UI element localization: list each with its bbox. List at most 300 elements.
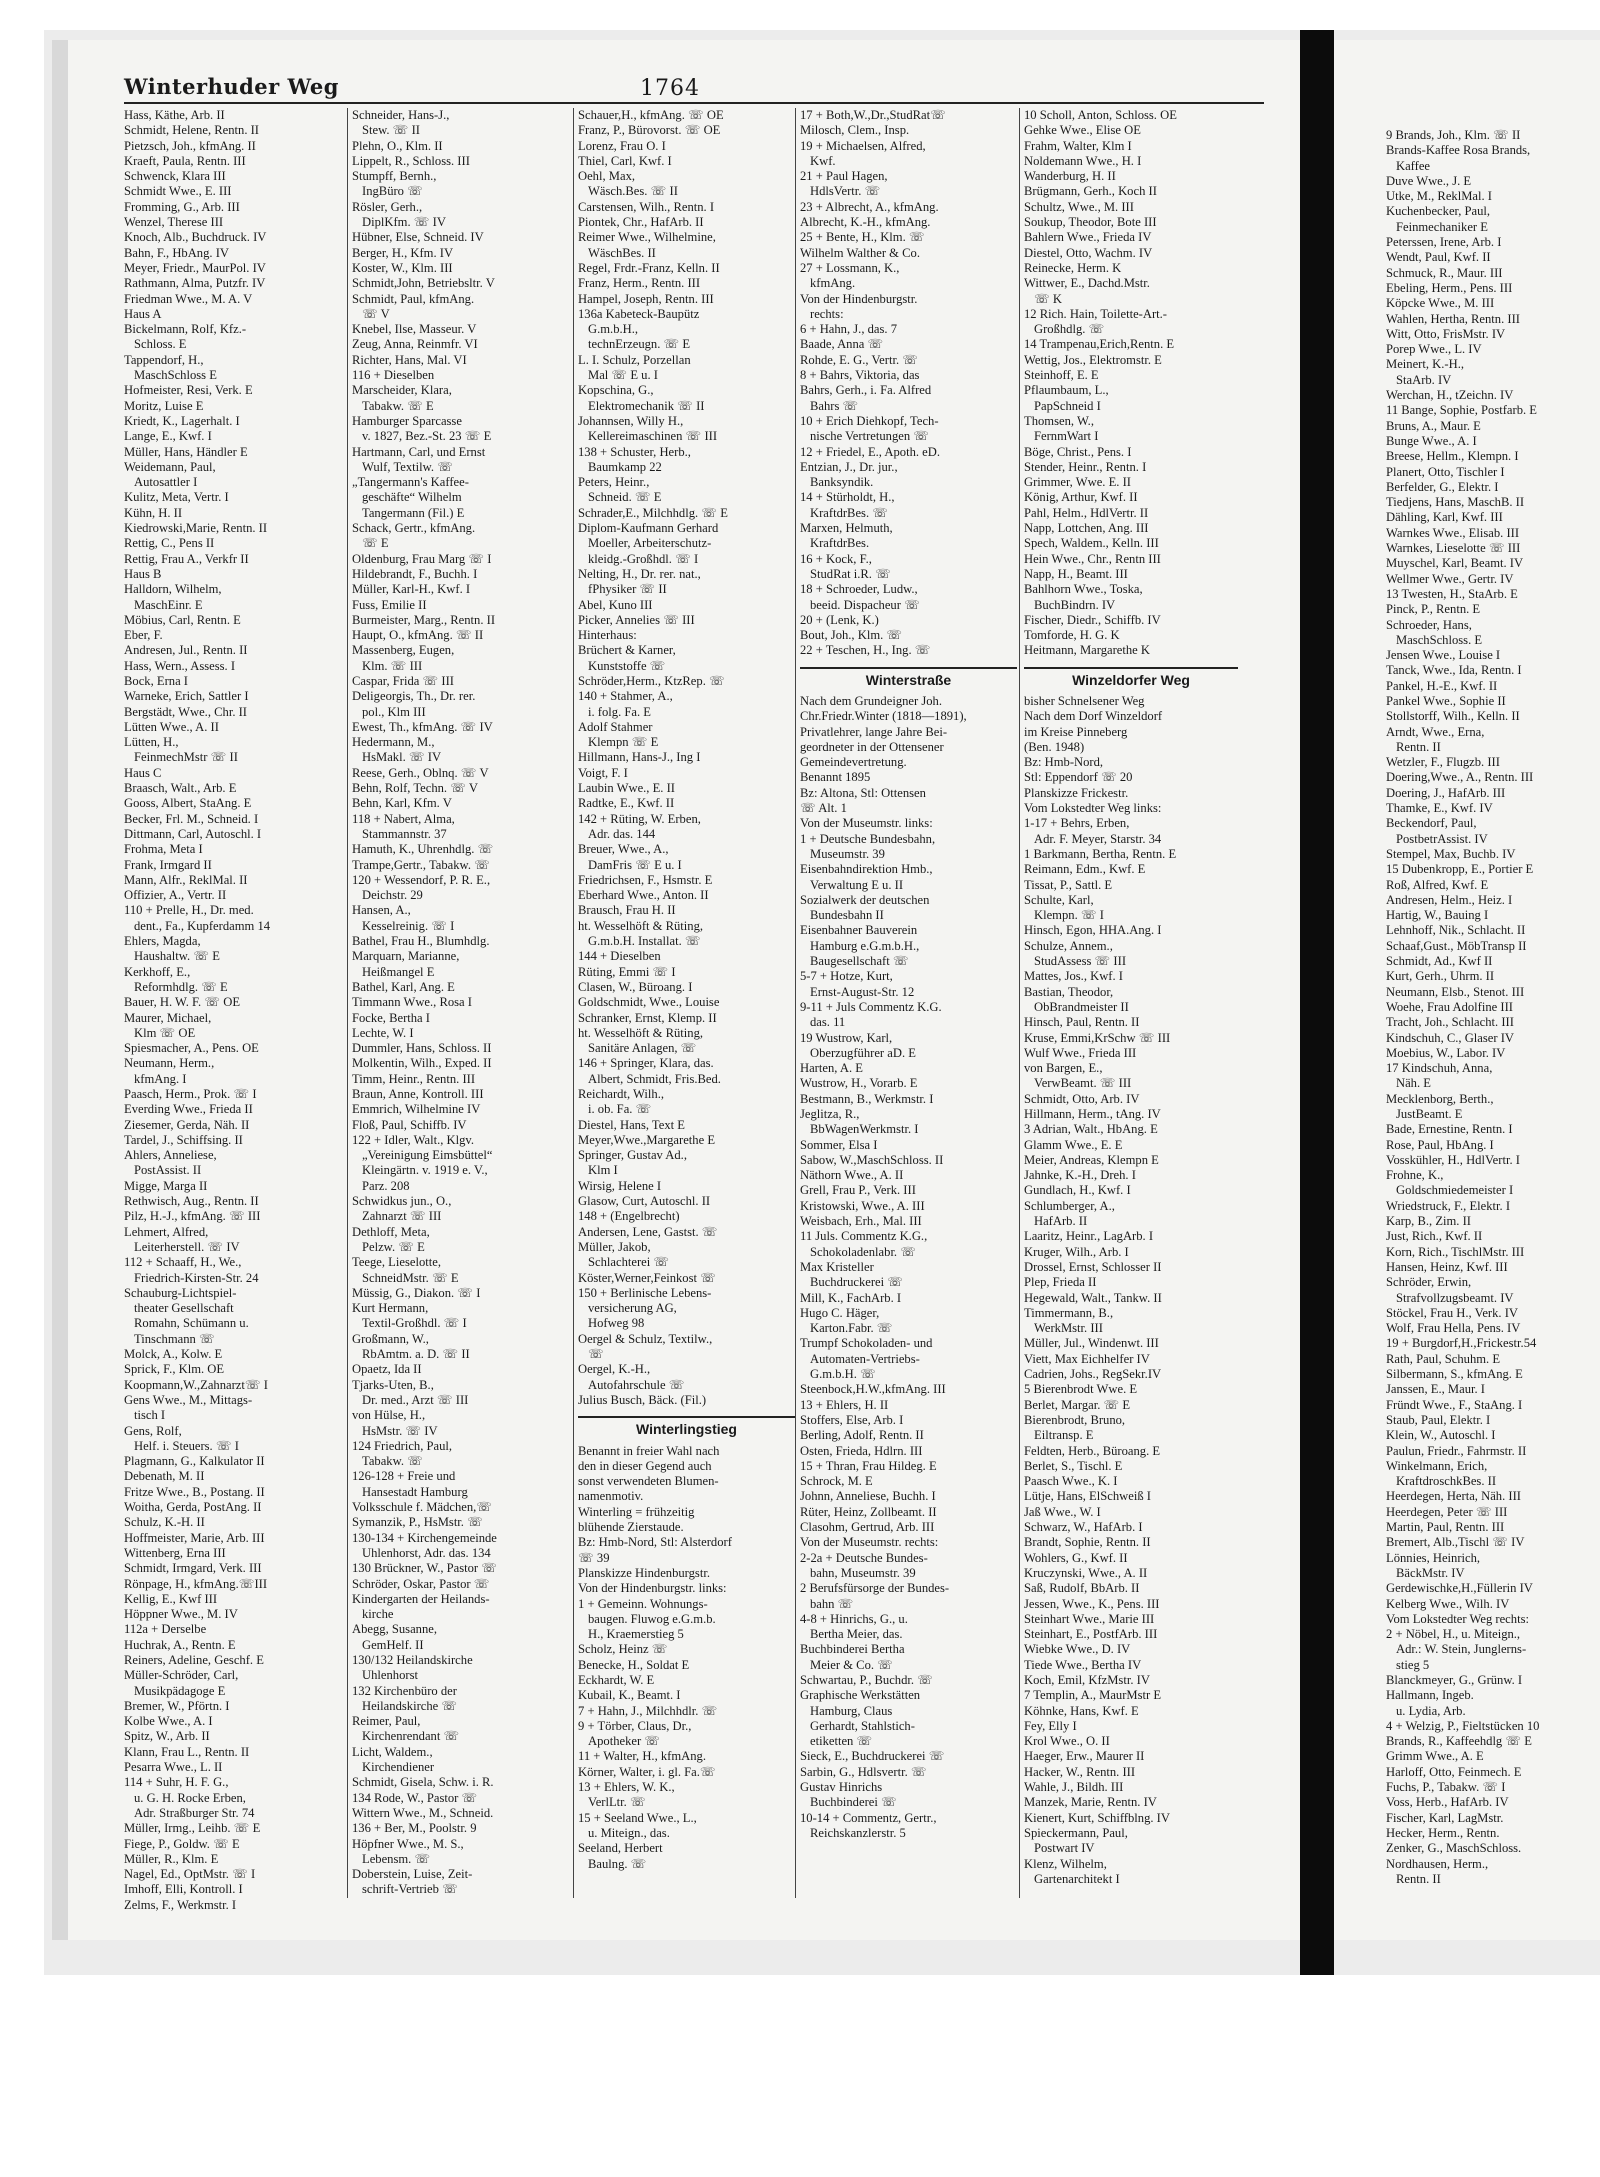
directory-entry-line: Jensen Wwe., Louise I xyxy=(1386,648,1501,663)
directory-entry-line: bahn ☏ xyxy=(810,1596,854,1611)
directory-entry-line: 150 + Berlinische Lebens- xyxy=(578,1285,712,1300)
directory-entry-line: Schack, Gertr., kfmAng. xyxy=(352,521,476,536)
directory-entry-line: 7 + Hahn, J., Milchhdlr. ☏ xyxy=(578,1703,718,1718)
directory-entry-line: Planskizze Frickestr. xyxy=(1024,785,1129,800)
directory-entry-line: Bahlhorn Wwe., Toska, xyxy=(1024,582,1143,597)
directory-entry-line: Hansestadt Hamburg xyxy=(362,1484,468,1499)
directory-entry-line: Köpcke Wwe., M. III xyxy=(1386,296,1495,311)
directory-entry-line: Kruse, Emmi,KrSchw ☏ III xyxy=(1024,1030,1171,1045)
directory-entry-line: Schmidt, Gisela, Schw. i. R. xyxy=(352,1775,494,1790)
directory-entry-line: 1 + Deutsche Bundesbahn, xyxy=(800,831,936,846)
directory-entry-line: Hartig, W., Bauing I xyxy=(1386,908,1489,923)
header-rule xyxy=(124,102,1264,104)
directory-entry-line: Schroeder, Hans, xyxy=(1386,617,1472,632)
directory-entry-line: 25 + Bente, H., Klm. ☏ xyxy=(800,230,925,245)
column-divider xyxy=(1019,108,1020,1898)
directory-entry-line: Brausch, Frau H. II xyxy=(578,903,676,918)
directory-entry-line: Schranker, Ernst, Klemp. II xyxy=(578,1010,717,1025)
directory-entry-line: 136 + Ber, M., Poolstr. 9 xyxy=(352,1821,477,1836)
directory-entry-line: Offizier, A., Vertr. II xyxy=(124,888,227,903)
directory-entry-line: Vosskühler, H., HdlVertr. I xyxy=(1386,1152,1520,1167)
directory-entry-line: (Ben. 1948) xyxy=(1024,739,1085,754)
directory-entry-line: Hillmann, Herm., tAng. IV xyxy=(1024,1107,1161,1121)
directory-entry-line: Schmidt Wwe., E. III xyxy=(124,184,232,199)
directory-entry-line: Pflaumbaum, L., xyxy=(1024,383,1109,398)
directory-entry-line: Bierenbrodt, Bruno, xyxy=(1024,1412,1126,1427)
directory-entry-line: Kaffee xyxy=(1396,158,1431,173)
directory-entry-line: Meyer,Wwe.,Margarethe E xyxy=(578,1132,716,1147)
directory-entry-line: Rohde, E. G., Vertr. ☏ xyxy=(800,352,919,367)
directory-entry-line: 7 Templin, A., MaurMstr E xyxy=(1024,1688,1162,1703)
directory-entry-line: PapSchneid I xyxy=(1034,398,1101,413)
directory-entry-line: HafArb. II xyxy=(1034,1214,1088,1229)
directory-entry-line: Roß, Alfred, Kwf. E xyxy=(1386,877,1489,892)
directory-entry-line: 130 Brückner, W., Pastor ☏ xyxy=(352,1561,498,1576)
directory-entry-line: Clasen, W., Büroang. I xyxy=(578,979,693,994)
directory-entry-line: Molck, A., Kolw. E xyxy=(124,1347,223,1362)
directory-entry-line: Reimer Wwe., Wilhelmine, xyxy=(578,230,716,245)
directory-entry-line: Lorenz, Frau O. I xyxy=(578,138,666,153)
directory-entry-line: Koopmann,W.,Zahnarzt☏ I xyxy=(124,1377,268,1392)
directory-entry-line: 1 + Gemeinn. Wohnungs- xyxy=(578,1596,708,1611)
directory-entry-line: 21 + Paul Hagen, xyxy=(800,169,888,184)
directory-entry-line: Meyer, Friedr., MaurPol. IV xyxy=(124,260,266,275)
directory-entry-line: Beckendorf, Paul, xyxy=(1386,816,1477,831)
directory-entry-line: Braun, Anne, Kontroll. III xyxy=(352,1087,484,1101)
column-4 xyxy=(800,108,1017,1898)
directory-entry-line: Schwartau, P., Buchdr. ☏ xyxy=(800,1672,933,1687)
directory-entry-line: Debenath, M. II xyxy=(124,1469,205,1484)
directory-entry-line: Gens, Rolf, xyxy=(124,1423,182,1438)
directory-entry-line: Heißmangel E xyxy=(362,964,435,979)
directory-entry-line: HdlsVertr. ☏ xyxy=(810,184,881,199)
directory-entry-line: Grimmer, Wwe. E. II xyxy=(1024,475,1131,490)
directory-entry-line: RbAmtm. a. D. ☏ II xyxy=(362,1347,470,1362)
directory-entry-line: BäckMstr. IV xyxy=(1396,1565,1465,1580)
directory-entry-line: Baumkamp 22 xyxy=(588,459,662,474)
directory-entry-line: VerlLtr. ☏ xyxy=(588,1795,646,1810)
directory-entry-line: Behn, Rolf, Techn. ☏ V xyxy=(352,781,478,796)
directory-entry-line: Scholz, Heinz ☏ xyxy=(578,1642,668,1657)
directory-entry-line: Drossel, Ernst, Schlosser II xyxy=(1024,1259,1162,1274)
directory-entry-line: Elektromechanik ☏ II xyxy=(588,398,705,413)
directory-entry-line: Migge, Marga II xyxy=(124,1178,208,1193)
directory-entry-line: Schlumberger, A., xyxy=(1024,1198,1115,1213)
directory-entry-line: Stumpff, Bernh., xyxy=(352,169,437,184)
directory-entry-line: Spiesmacher, A., Pens. OE xyxy=(124,1041,259,1056)
directory-entry-line: „Tangermann's Kaffee- xyxy=(352,475,469,490)
directory-entry-line: Grell, Frau P., Verk. III xyxy=(800,1183,916,1198)
directory-entry-line: 19 + Michaelsen, Alfred, xyxy=(800,138,926,153)
directory-entry-line: Kurt, Gerh., Uhrm. II xyxy=(1386,969,1495,984)
directory-entry-line: Höpfner Wwe., M. S., xyxy=(352,1836,464,1851)
directory-entry-line: Kesselreinig. ☏ I xyxy=(362,918,455,933)
directory-entry-line: Müssig, G., Diakon. ☏ I xyxy=(352,1285,481,1300)
directory-entry-line: Andresen, Helm., Heiz. I xyxy=(1386,892,1513,907)
directory-entry-line: 126-128 + Freie und xyxy=(352,1469,456,1484)
directory-entry-line: 10 + Erich Diehkopf, Tech- xyxy=(800,413,939,428)
directory-entry-line: Marscheider, Klara, xyxy=(352,383,452,398)
directory-entry-line: Abegg, Susanne, xyxy=(352,1622,437,1637)
directory-entry-line: schrift-Vertrieb ☏ xyxy=(362,1882,458,1897)
directory-entry-line: Breuer, Wwe., A., xyxy=(578,842,669,857)
directory-entry-line: Schröder, Oskar, Pastor ☏ xyxy=(352,1576,490,1591)
directory-entry-line: Neumann, Elsb., Stenot. III xyxy=(1386,984,1525,999)
directory-entry-line: Reimer, Paul, xyxy=(352,1714,421,1729)
directory-entry-line: Sarbin, G., Hdlsvertr. ☏ xyxy=(800,1764,927,1779)
directory-entry-line: Tissat, P., Sattl. E xyxy=(1024,877,1113,892)
directory-entry-line: Hoffmeister, Marie, Arb. III xyxy=(124,1530,265,1545)
directory-entry-line: Gemeindevertretung. xyxy=(800,755,907,770)
directory-entry-line: Bertha Meier, das. xyxy=(810,1627,903,1642)
directory-entry-line: Näthorn Wwe., A. II xyxy=(800,1168,904,1183)
directory-entry-line: Dummler, Hans, Schloss. II xyxy=(352,1041,492,1056)
directory-entry-line: Kelberg Wwe., Wilh. IV xyxy=(1386,1596,1510,1611)
directory-entry-line: Spech, Waldem., Kelln. III xyxy=(1024,536,1159,551)
directory-entry-line: Albert, Schmidt, Fris.Bed. xyxy=(588,1071,721,1086)
directory-entry-line: Jeglitza, R., xyxy=(800,1107,860,1121)
directory-entry-line: Oehl, Max, xyxy=(578,169,636,184)
directory-entry-line: Bruns, A., Maur. E xyxy=(1386,418,1481,433)
directory-entry-line: Becker, Frl. M., Schneid. I xyxy=(124,811,259,826)
directory-entry-line: Chr.Friedr.Winter (1818—1891), xyxy=(800,709,967,724)
directory-entry-line: Köster,Werner,Feinkost ☏ xyxy=(578,1270,716,1285)
directory-entry-line: Benecke, H., Soldat E xyxy=(578,1657,690,1672)
directory-entry-line: Uhlenhorst xyxy=(362,1668,418,1683)
directory-entry-line: Kruger, Wilh., Arb. I xyxy=(1024,1244,1129,1259)
directory-entry-line: 112a + Derselbe xyxy=(124,1622,207,1637)
directory-entry-line: 120 + Wessendorf, P. R. E., xyxy=(352,872,491,887)
directory-entry-line: 14 + Stürholdt, H., xyxy=(800,490,895,505)
directory-entry-line: Wanderburg, H. II xyxy=(1024,169,1116,184)
directory-entry-line: WerkMstr. III xyxy=(1034,1321,1103,1336)
directory-entry-line: Springer, Gustav Ad., xyxy=(578,1148,687,1163)
directory-entry-line: Licht, Waldem., xyxy=(352,1744,433,1759)
directory-entry-line: KraftdrBes. xyxy=(810,536,870,551)
directory-entry-line: Harten, A. E xyxy=(800,1061,863,1076)
directory-entry-line: Woehe, Frau Adolfine III xyxy=(1386,999,1513,1014)
directory-entry-line: Radtke, E., Kwf. II xyxy=(578,796,675,811)
directory-entry-line: Warneke, Erich, Sattler I xyxy=(124,689,249,704)
directory-entry-line: Napp, H., Beamt. III xyxy=(1024,566,1128,581)
directory-entry-line: Rentn. II xyxy=(1396,1871,1441,1886)
directory-entry-line: Kruczynski, Wwe., A. II xyxy=(1024,1565,1148,1580)
directory-entry-line: Hugo C. Häger, xyxy=(800,1305,880,1320)
directory-entry-line: Deichstr. 29 xyxy=(362,888,423,903)
directory-entry-line: Hansen, Heinz, Kwf. III xyxy=(1386,1259,1508,1274)
directory-entry-line: Dittmann, Carl, Autoschl. I xyxy=(124,826,262,841)
facing-page-column xyxy=(1386,128,1600,1887)
directory-entry-line: KraftdrBes. ☏ xyxy=(810,505,888,520)
directory-entry-line: Julius Busch, Bäck. (Fil.) xyxy=(578,1392,707,1407)
directory-entry-line: Hartmann, Carl, und Ernst xyxy=(352,444,486,459)
directory-entry-line: Timmann Wwe., Rosa I xyxy=(352,995,472,1010)
directory-entry-line: Seeland, Herbert xyxy=(578,1841,663,1856)
directory-entry-line: Möbius, Carl, Rentn. E xyxy=(124,612,241,627)
directory-entry-line: Fuss, Emilie II xyxy=(352,597,427,612)
directory-entry-line: PostbetrAssist. IV xyxy=(1396,831,1488,846)
directory-entry-line: Spitz, W., Arb. II xyxy=(124,1729,210,1744)
directory-entry-line: Wiebke Wwe., D. IV xyxy=(1024,1642,1131,1657)
directory-entry-line: Ernst-August-Str. 12 xyxy=(810,984,915,999)
directory-entry-line: Kurt Hermann, xyxy=(352,1301,429,1316)
directory-entry-line: Winkelmann, Erich, xyxy=(1386,1458,1488,1473)
directory-entry-line: „Vereinigung Eimsbüttel“ xyxy=(362,1148,493,1163)
directory-entry-line: Koch, Emil, KfzMstr. IV xyxy=(1024,1672,1150,1687)
directory-entry-line: 140 + Stahmer, A., xyxy=(578,689,673,704)
directory-entry-line: Rettig, C., Pens II xyxy=(124,536,215,551)
directory-entry-line: Vom Lokstedter Weg links: xyxy=(1024,801,1162,816)
directory-entry-line: versicherung AG, xyxy=(588,1301,677,1316)
directory-entry-line: FernmWart I xyxy=(1034,429,1099,444)
directory-entry-line: Kirchendiener xyxy=(362,1760,435,1775)
directory-entry-line: Lange, E., Kwf. I xyxy=(124,429,212,444)
directory-entry-line: Wulf, Textilw. ☏ xyxy=(362,459,453,474)
directory-entry-line: Gehke Wwe., Elise OE xyxy=(1024,123,1141,138)
directory-entry-line: ObBrandmeister II xyxy=(1034,999,1129,1014)
directory-entry-line: Frohma, Meta I xyxy=(124,842,203,857)
directory-entry-line: Steinhoff, E. E xyxy=(1024,368,1099,383)
directory-entry-line: Tomforde, H. G. K xyxy=(1024,628,1120,643)
directory-entry-line: Adr. F. Meyer, Starstr. 34 xyxy=(1034,831,1162,846)
directory-entry-line: Lönnies, Heinrich, xyxy=(1386,1550,1481,1565)
directory-entry-line: Doering, J., HafArb. III xyxy=(1386,785,1506,800)
directory-entry-line: Romahn, Schümann u. xyxy=(134,1316,249,1331)
directory-entry-line: Mill, K., FachArb. I xyxy=(800,1290,902,1305)
directory-entry-line: Nach dem Grundeigner Joh. xyxy=(800,693,942,708)
directory-entry-line: Woitha, Gerda, PostAng. II xyxy=(124,1500,262,1515)
directory-entry-line: Hildebrandt, F., Buchh. I xyxy=(352,566,478,581)
directory-entry-line: BuchBindrn. IV xyxy=(1034,597,1116,612)
directory-entry-line: Kühn, H. II xyxy=(124,505,183,520)
directory-entry-line: geordneter in der Ottensener xyxy=(800,739,944,754)
directory-entry-line: Johannsen, Willy H., xyxy=(578,413,684,428)
directory-entry-line: Manzek, Marie, Rentn. IV xyxy=(1024,1795,1157,1810)
directory-entry-line: Lippelt, R., Schloss. III xyxy=(352,153,470,168)
directory-entry-line: Weidemann, Paul, xyxy=(124,459,216,474)
directory-entry-line: Peterssen, Irene, Arb. I xyxy=(1386,235,1502,250)
directory-entry-line: Rose, Paul, HbAng. I xyxy=(1386,1137,1494,1152)
directory-entry-line: Saß, Rudolf, BbArb. II xyxy=(1024,1581,1140,1596)
directory-entry-line: Ziesemer, Gerda, Näh. II xyxy=(124,1117,250,1132)
directory-entry-line: Privatlehrer, lange Jahre Bei- xyxy=(800,724,948,739)
directory-entry-line: Haeger, Erw., Maurer II xyxy=(1024,1749,1145,1764)
directory-entry-line: HsMakl. ☏ IV xyxy=(362,750,442,765)
directory-entry-line: Gustav Hinrichs xyxy=(800,1780,883,1795)
directory-entry-line: Tiedjens, Hans, MaschB. II xyxy=(1386,495,1525,510)
directory-entry-line: Bock, Erna I xyxy=(124,673,188,688)
directory-entry-line: Postwart IV xyxy=(1034,1841,1095,1856)
directory-entry-line: blühende Zierstaude. xyxy=(578,1520,684,1535)
directory-entry-line: u. Miteign., das. xyxy=(588,1825,670,1840)
directory-entry-line: geschäfte“ Wilhelm xyxy=(362,490,462,505)
directory-entry-line: Goldschmiedemeister I xyxy=(1396,1183,1514,1198)
directory-entry-line: Johnn, Anneliese, Buchh. I xyxy=(800,1489,936,1504)
directory-entry-line: Wolf, Frau Hella, Pens. IV xyxy=(1386,1321,1521,1336)
directory-entry-line: Meinert, K.-H., xyxy=(1386,357,1464,372)
directory-entry-line: Klempn ☏ E xyxy=(588,735,659,750)
directory-entry-line: Maurer, Michael, xyxy=(124,1010,212,1025)
directory-entry-line: Wendt, Paul, Kwf. II xyxy=(1386,250,1491,265)
directory-entry-line: Rentn. II xyxy=(1396,739,1441,754)
directory-entry-line: fPhysiker ☏ II xyxy=(588,582,667,597)
directory-entry-line: Tardel, J., Schiffsing. II xyxy=(124,1132,243,1147)
directory-entry-line: Viett, Max Eichhelfer IV xyxy=(1024,1351,1150,1366)
directory-entry-line: Dähling, Karl, Kwf. III xyxy=(1386,510,1503,525)
directory-entry-line: Bunge Wwe., A. I xyxy=(1386,433,1477,448)
directory-entry-line: 3 Adrian, Walt., HbAng. E xyxy=(1024,1122,1158,1137)
directory-entry-line: Thomsen, W., xyxy=(1024,413,1094,428)
directory-entry-line: 4 + Welzig, P., Fieltstücken 10 xyxy=(1386,1718,1540,1733)
directory-entry-line: Knebel, Ilse, Masseur. V xyxy=(352,322,477,337)
directory-entry-line: 122 + Idler, Walt., Klgv. xyxy=(352,1132,475,1147)
directory-entry-line: 5 Bierenbrodt Wwe. E xyxy=(1024,1382,1138,1397)
directory-entry-line: Eisenbahndirektion Hmb., xyxy=(800,862,933,877)
directory-entry-line: Lehmert, Alfred, xyxy=(124,1224,209,1239)
directory-entry-line: Schrock, M. E xyxy=(800,1474,873,1489)
directory-entry-line: Schulz, K.-H. II xyxy=(124,1515,205,1530)
directory-entry-line: Zelms, F., Werkmstr. I xyxy=(124,1897,237,1912)
directory-entry-line: Rönpage, H., kfmAng.☏III xyxy=(124,1576,268,1591)
directory-entry-line: Tappendorf, H., xyxy=(124,352,204,367)
directory-entry-line: Baugesellschaft ☏ xyxy=(810,954,909,969)
directory-entry-line: Bastian, Theodor, xyxy=(1024,984,1114,999)
directory-entry-line: Blanckmeyer, G., Grünw. I xyxy=(1386,1672,1523,1687)
directory-entry-line: Tjarks-Uten, B., xyxy=(352,1377,434,1392)
directory-entry-line: Moeller, Arbeiterschutz- xyxy=(588,536,712,551)
directory-entry-line: Sozialwerk der deutschen xyxy=(800,892,930,907)
directory-entry-line: Zeug, Anna, Reinmfr. VI xyxy=(352,337,478,352)
directory-entry-line: Buchbinderei Bertha xyxy=(800,1642,905,1657)
directory-entry-line: Graphische Werkstätten xyxy=(800,1688,921,1703)
directory-entry-line: Witt, Otto, FrisMstr. IV xyxy=(1386,326,1506,341)
directory-entry-line: Friedrichsen, F., Hsmstr. E xyxy=(578,872,713,887)
column-divider xyxy=(795,108,796,1898)
directory-entry-line: Trumpf Schokoladen- und xyxy=(800,1336,933,1351)
street-section-heading: Winterlingstieg xyxy=(578,1416,795,1437)
directory-entry-line: Hass, Wern., Assess. I xyxy=(124,658,236,673)
directory-entry-line: Wulf Wwe., Frieda III xyxy=(1024,1045,1137,1060)
directory-entry-line: 1 Barkmann, Bertha, Rentn. E xyxy=(1024,846,1177,861)
directory-entry-line: Kunststoffe ☏ xyxy=(588,658,666,673)
directory-entry-line: Klempn. ☏ I xyxy=(1034,908,1104,923)
directory-entry-line: Warnkes Wwe., Elisab. III xyxy=(1386,525,1520,540)
directory-entry-line: Karton.Fabr. ☏ xyxy=(810,1321,893,1336)
directory-entry-line: 112 + Schaaff, H., We., xyxy=(124,1255,242,1270)
directory-entry-line: Bundesbahn II xyxy=(810,908,884,923)
directory-entry-line: Näh. E xyxy=(1396,1076,1431,1091)
directory-entry-line: Fey, Elly I xyxy=(1024,1718,1077,1733)
directory-entry-line: Timmermann, B., xyxy=(1024,1305,1114,1320)
directory-entry-line: Paasch Wwe., K. I xyxy=(1024,1474,1118,1489)
directory-entry-line: Hallmann, Ingeb. xyxy=(1386,1688,1474,1703)
directory-entry-line: ☏ 39 xyxy=(578,1550,610,1565)
directory-entry-line: 19 Wustrow, Karl, xyxy=(800,1030,893,1045)
directory-entry-line: Mattes, Jos., Kwf. I xyxy=(1024,969,1123,984)
directory-entry-line: 17 Kindschuh, Anna, xyxy=(1386,1061,1493,1076)
directory-entry-line: Focke, Bertha I xyxy=(352,1010,430,1025)
directory-entry-line: Moritz, Luise E xyxy=(124,398,204,413)
directory-entry-line: Wellmer Wwe., Gertr. IV xyxy=(1386,571,1514,586)
directory-entry-line: Paulun, Friedr., Fahrmstr. II xyxy=(1386,1443,1527,1458)
directory-entry-line: Mann, Alfr., ReklMal. II xyxy=(124,872,248,887)
directory-entry-line: Diestel, Hans, Text E xyxy=(578,1117,685,1132)
directory-entry-line: Reichardt, Wilh., xyxy=(578,1087,664,1101)
directory-entry-line: theater Gesellschaft xyxy=(134,1301,234,1316)
directory-entry-line: Berfelder, G., Elektr. I xyxy=(1386,479,1499,494)
directory-entry-line: Moebius, W., Labor. IV xyxy=(1386,1045,1506,1060)
directory-entry-line: namenmotiv. xyxy=(578,1489,644,1504)
directory-entry-line: Leiterherstell. ☏ IV xyxy=(134,1239,240,1254)
directory-entry-line: Müller, Jakob, xyxy=(578,1239,651,1254)
directory-entry-line: StudAssess ☏ III xyxy=(1034,954,1127,969)
directory-entry-line: Eber, F. xyxy=(124,628,163,643)
directory-entry-line: Mal ☏ E u. I xyxy=(588,368,658,383)
directory-entry-line: Steenbock,H.W.,kfmAng. III xyxy=(800,1382,946,1397)
directory-entry-line: Kwf. xyxy=(810,153,836,168)
directory-entry-line: Lebensm. ☏ xyxy=(362,1851,431,1866)
directory-entry-line: Richter, Hans, Mal. VI xyxy=(352,352,467,367)
column-2 xyxy=(352,108,569,1898)
directory-entry-line: Pankel, H.-E., Kwf. II xyxy=(1386,678,1498,693)
directory-entry-line: 13 Twesten, H., StaArb. E xyxy=(1386,586,1518,601)
directory-entry-line: Schmuck, R., Maur. III xyxy=(1386,265,1503,280)
directory-entry-line: 148 + (Engelbrecht) xyxy=(578,1209,680,1224)
directory-entry-line: 134 Rode, W., Pastor ☏ xyxy=(352,1790,478,1805)
directory-entry-line: Von der Museumstr. links: xyxy=(800,816,933,831)
directory-entry-line: Bathel, Karl, Ang. E xyxy=(352,979,455,994)
directory-entry-line: Sanitäre Anlagen, ☏ xyxy=(588,1041,697,1056)
directory-entry-line: WäschBes. II xyxy=(588,245,656,260)
directory-entry-line: Schaaf,Gust., MöbTransp II xyxy=(1386,938,1527,953)
directory-entry-line: Rüting, Emmi ☏ I xyxy=(578,964,676,979)
directory-entry-line: Stollstorff, Wilh., Kelln. II xyxy=(1386,709,1520,724)
directory-entry-line: Imhoff, Elli, Kontroll. I xyxy=(124,1882,243,1897)
directory-entry-line: Massenberg, Eugen, xyxy=(352,643,455,658)
directory-entry-line: Frahm, Walter, Klm I xyxy=(1024,138,1132,153)
directory-entry-line: Bz: Hmb-Nord, Stl: Alsterdorf xyxy=(578,1535,732,1550)
directory-entry-line: Musikpädagoge E xyxy=(134,1683,226,1698)
directory-entry-line: Bz: Altona, Stl: Ottensen xyxy=(800,785,926,800)
directory-entry-line: Museumstr. 39 xyxy=(810,846,885,861)
directory-entry-line: Deligeorgis, Th., Dr. rer. xyxy=(352,689,476,704)
directory-entry-line: Lütten, H., xyxy=(124,735,179,750)
directory-entry-line: Verwaltung E u. II xyxy=(810,877,904,892)
directory-entry-line: Franz, Herm., Rentn. III xyxy=(578,276,701,291)
directory-entry-line: i. folg. Fa. E xyxy=(588,704,651,719)
directory-entry-line: 11 + Walter, H., kfmAng. xyxy=(578,1749,707,1764)
directory-entry-line: Vom Lokstedter Weg rechts: xyxy=(1386,1611,1529,1626)
directory-entry-line: 13 + Ehlers, W. K., xyxy=(578,1780,675,1795)
directory-entry-line: Marquarn, Marianne, xyxy=(352,949,460,964)
directory-entry-line: Hamburger Sparcasse xyxy=(352,413,462,428)
directory-entry-line: Pesarra Wwe., L. II xyxy=(124,1760,223,1775)
directory-entry-line: Ehlers, Magda, xyxy=(124,934,201,949)
directory-entry-line: DamFris ☏ E u. I xyxy=(588,857,682,872)
directory-entry-line: Oldenburg, Frau Marg ☏ I xyxy=(352,551,492,566)
directory-entry-line: Eiltransp. E xyxy=(1034,1428,1094,1443)
directory-entry-line: G.m.b.H., xyxy=(588,322,639,337)
directory-entry-line: Koster, W., Klm. III xyxy=(352,260,453,275)
directory-entry-line: Gens Wwe., M., Mittags- xyxy=(124,1392,253,1407)
directory-entry-line: Adr. das. 144 xyxy=(588,826,656,841)
directory-entry-line: Symanzik, P., HsMstr. ☏ xyxy=(352,1515,483,1530)
directory-entry-line: Picker, Annelies ☏ III xyxy=(578,612,695,627)
directory-entry-line: Kulitz, Meta, Vertr. I xyxy=(124,490,229,505)
directory-entry-line: Tabakw. ☏ E xyxy=(362,398,434,413)
street-title-header: Winterhuder Weg xyxy=(124,74,339,99)
directory-entry-line: Nagel, Ed., OptMstr. ☏ I xyxy=(124,1867,256,1882)
